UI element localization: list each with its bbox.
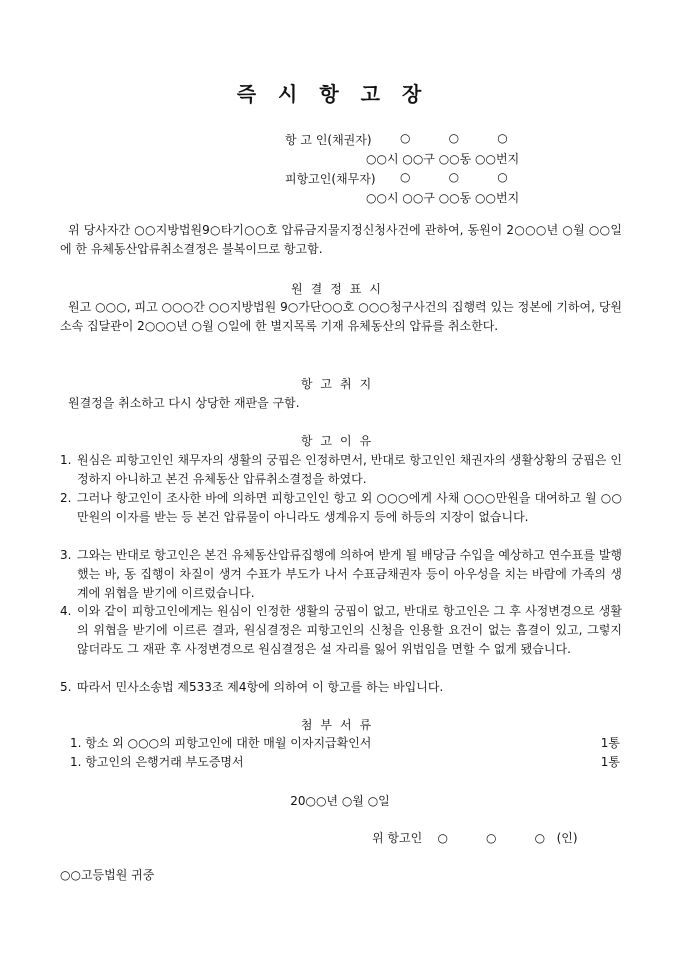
appellant-label: 항 고 인(채권자) [285, 133, 372, 147]
attachment-count: 1통 [600, 736, 620, 750]
appellant-address: ○○시 ○○구 ○○동 ○○번지 [366, 152, 520, 166]
filing-date: 20○○년 ○월 ○일 [290, 794, 390, 808]
reason-item [60, 489, 622, 527]
attachment-item [70, 734, 620, 751]
reason-text: 원심은 피항고인인 채무자의 생활의 궁핍은 인정하면서, 반대로 항고인인 채권자의 생활상황의 궁핍은 인정하지 아니하고 본건 유체동산 압류취소결정을 하였다. [77, 453, 622, 486]
attachment-text: 1. 항고인의 은행거래 부도증명서 [70, 755, 244, 769]
reason-number: 3. [60, 548, 72, 562]
reasons-heading: 항고이유 [300, 434, 380, 448]
intro-paragraph: 위 당사자간 ○○지방법원9○타기○○호 압류금지물지정신청사건에 관하여, 동원이 2○○○년 ○월 ○○일에 한 유체동산압류취소결정은 불복이므로 항고함. [60, 223, 622, 256]
reason-number: 1. [60, 453, 72, 467]
appellee-label: 피항고인(채무자) [285, 172, 376, 186]
original-decision-text: 원고 ○○○, 피고 ○○○간 ○○지방법원 9○가단○○호 ○○○청구사건의 집행력 있는 정본에 기하여, 당원 소속 집달관이 2○○○년 ○월 ○일에 한 별지목록 기재 유체동산의 압류를 취소한다. [60, 300, 622, 333]
court-addressee: ○○고등법원 귀중 [60, 868, 155, 882]
appellee-name: ○ ○ ○ [400, 170, 508, 184]
attachment-count: 1통 [600, 755, 620, 769]
reason-text: 따라서 민사소송법 제533조 제4항에 의하여 이 항고를 하는 바입니다. [77, 680, 444, 694]
reason-text: 그와는 반대로 항고인은 본건 유체동산압류집행에 의하여 받게 될 배당금 수입을 예상하고 연수표를 발행했는 바, 동 집행이 차질이 생겨 수표가 부도가 나서 수표금채권자 등이 아우성을 치는 바람에 가족의 생계에 위협을 받기에 이르렀습니다. [77, 548, 622, 600]
reason-number: 4. [60, 604, 72, 618]
document-title: 즉시항고장 [236, 82, 444, 106]
attachment-item [70, 753, 620, 770]
reason-number: 2. [60, 491, 72, 505]
appellant-name: ○ ○ ○ [400, 131, 508, 145]
reason-item [60, 678, 622, 697]
reason-text: 그러나 항고인이 조사한 바에 의하면 피항고인인 항고 외 ○○○에게 사채 ○○○만원을 대여하고 월 ○○만원의 이자를 받는 등 본건 압류물이 아니라도 생계유지 등에 하등의 지장이 없습니다. [77, 491, 622, 524]
signature-line: 위 항고인 ○ ○ ○ (인) [372, 831, 578, 845]
appellee-address: ○○시 ○○구 ○○동 ○○번지 [366, 191, 520, 205]
original-decision-heading: 원결정표시 [291, 282, 389, 296]
attachment-text: 1. 항소 외 ○○○의 피항고인에 대한 매월 이자지급확인서 [70, 736, 372, 750]
reason-item [60, 546, 622, 603]
purpose-text: 원결정을 취소하고 다시 상당한 재판을 구함. [68, 396, 300, 410]
reason-item [60, 602, 622, 659]
reason-item [60, 451, 622, 489]
attachments-heading: 첨부서류 [300, 718, 380, 732]
reason-number: 5. [60, 680, 72, 694]
purpose-heading: 항고취지 [300, 377, 380, 391]
reason-text: 이와 같이 피항고인에게는 원심이 인정한 생활의 궁핍이 없고, 반대로 항고인은 그 후 사정변경으로 생활의 위협을 받기에 이르른 결과, 원심결정은 피항고인의 신청을 인용할 요건이 없는 흠결이 있고, 그렇지 않더라도 그 재판 후 사정변경으로 원심결정은 설 자리를 잃어 위법임을 면할 수 없게 됐습니다. [77, 604, 622, 656]
